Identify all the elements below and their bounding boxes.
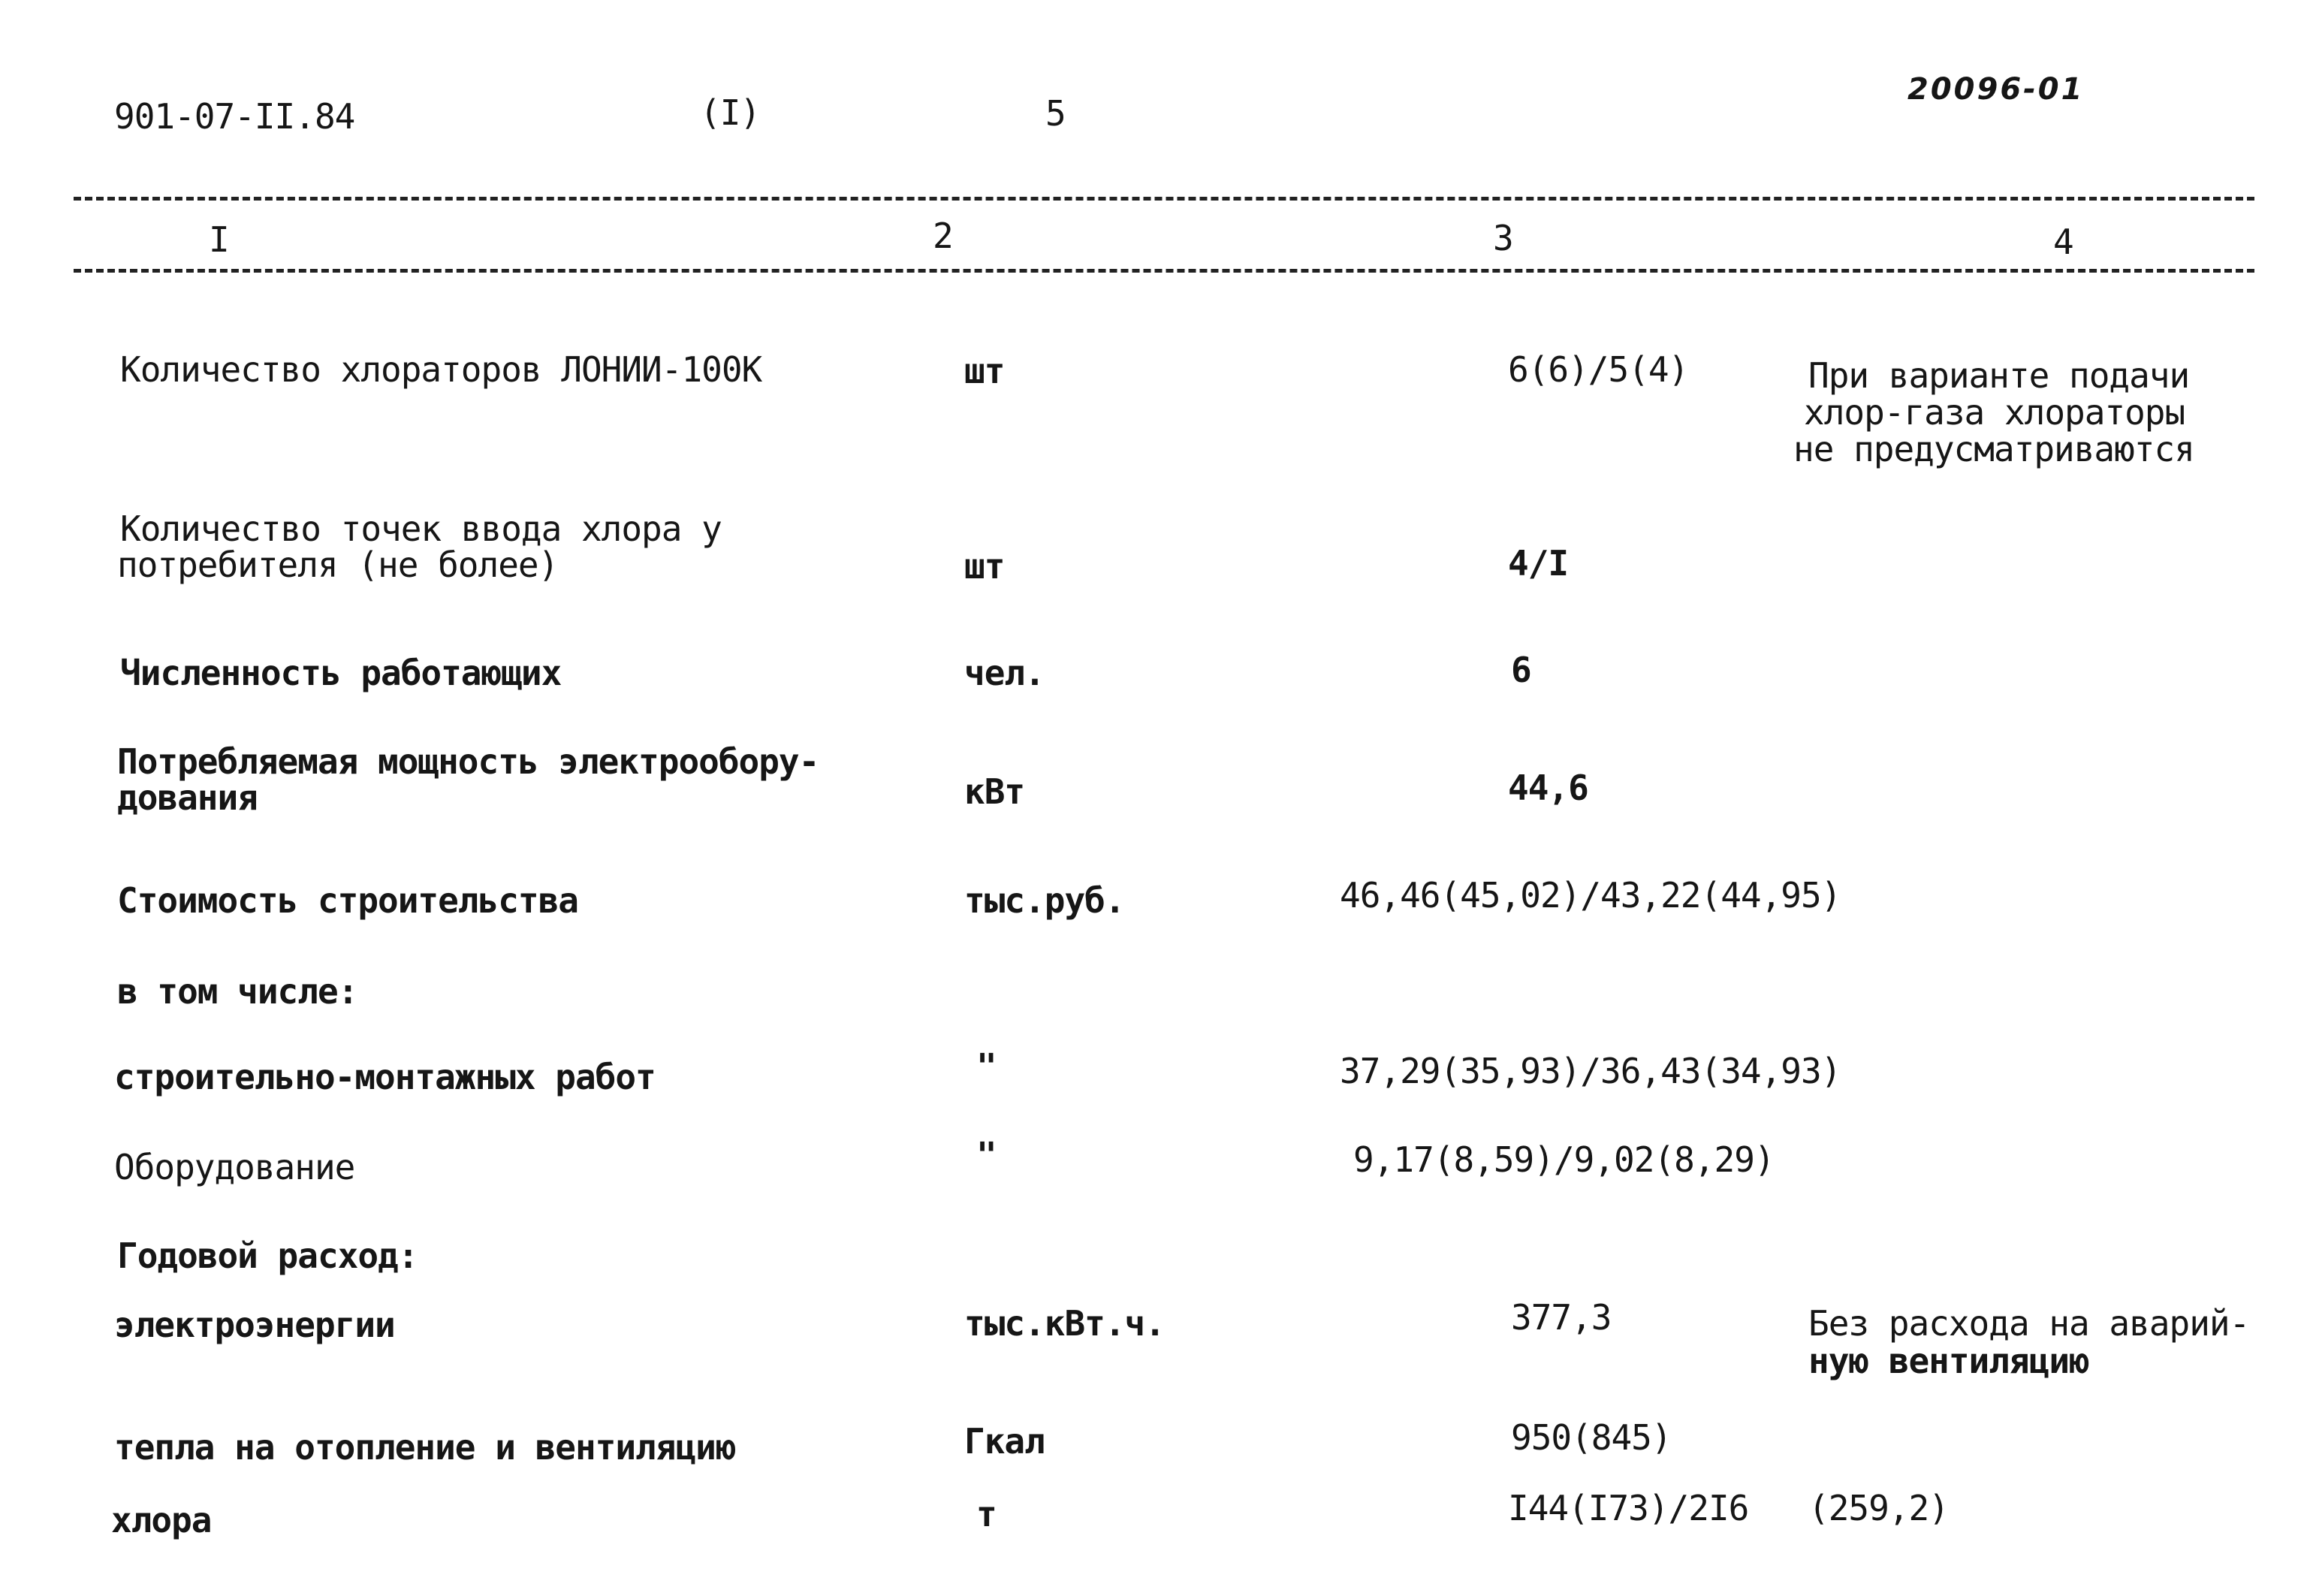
- row-unit: тыс.руб.: [964, 880, 1125, 921]
- row-unit: чел.: [964, 653, 1045, 693]
- row-value: 44,6: [1508, 768, 1588, 808]
- row-unit: ": [976, 1135, 997, 1175]
- row-name: строительно-монтажных работ: [114, 1057, 656, 1097]
- archive-stamp: 20096-01: [1907, 72, 2085, 107]
- row-unit: т: [976, 1494, 997, 1534]
- row-value: 46,46(45,02)/43,22(44,95): [1340, 875, 1841, 916]
- row-unit: шт: [964, 546, 1005, 587]
- row-unit: ": [976, 1046, 997, 1087]
- row-name: Стоимость строительства: [117, 880, 578, 921]
- row-name: Оборудование: [114, 1147, 355, 1187]
- row-unit: шт: [964, 351, 1005, 391]
- row-name-line: потребителя (не более): [117, 545, 559, 585]
- row-name: тепла на отопление и вентиляцию: [114, 1427, 736, 1468]
- row-value: 6: [1511, 650, 1531, 690]
- row-value: 6(6)/5(4): [1508, 349, 1689, 390]
- row-note-line: (259,2): [1808, 1488, 1949, 1528]
- row-unit: Гкал: [964, 1421, 1045, 1462]
- part-label: (I): [700, 92, 761, 133]
- row-name: Численность работающих: [120, 653, 562, 693]
- table-header-top-rule: [74, 197, 2254, 201]
- row-name: Годовой расход:: [117, 1235, 418, 1276]
- row-value: I44(I73)/2I6: [1508, 1488, 1749, 1528]
- column-number-3: 3: [1484, 218, 1523, 258]
- row-note-line: При варианте подачи: [1808, 355, 2190, 396]
- row-unit: тыс.кВт.ч.: [964, 1303, 1165, 1344]
- row-name: электроэнергии: [114, 1305, 395, 1345]
- row-note-line: Без расхода на аварий-: [1808, 1303, 2250, 1344]
- row-value: 37,29(35,93)/36,43(34,93): [1340, 1051, 1841, 1091]
- row-name: в том числе:: [117, 971, 358, 1012]
- row-value: 377,3: [1511, 1297, 1612, 1338]
- table-header-bottom-rule: [74, 269, 2254, 273]
- doc-code: 901-07-II.84: [114, 96, 355, 137]
- row-name-line: Количество точек ввода хлора у: [120, 508, 722, 549]
- row-value: 950(845): [1511, 1417, 1672, 1458]
- row-note-line: хлор-газа хлораторы: [1804, 392, 2185, 433]
- page-number: 5: [1045, 93, 1066, 134]
- column-number-2: 2: [924, 216, 963, 256]
- row-name-line: дования: [117, 777, 258, 818]
- row-value: 9,17(8,59)/9,02(8,29): [1353, 1139, 1775, 1180]
- column-number-1: I: [200, 219, 239, 260]
- row-name: Количество хлораторов ЛОНИИ-100К: [120, 349, 762, 390]
- row-name-line: Потребляемая мощность электрообору-: [117, 741, 819, 782]
- row-name: хлора: [111, 1500, 212, 1540]
- row-note-line: не предусматриваются: [1793, 429, 2194, 469]
- row-unit: кВт: [964, 771, 1025, 812]
- row-note-line: ную вентиляцию: [1808, 1341, 2089, 1381]
- row-value: 4/I: [1508, 543, 1569, 584]
- column-number-4: 4: [2044, 222, 2083, 262]
